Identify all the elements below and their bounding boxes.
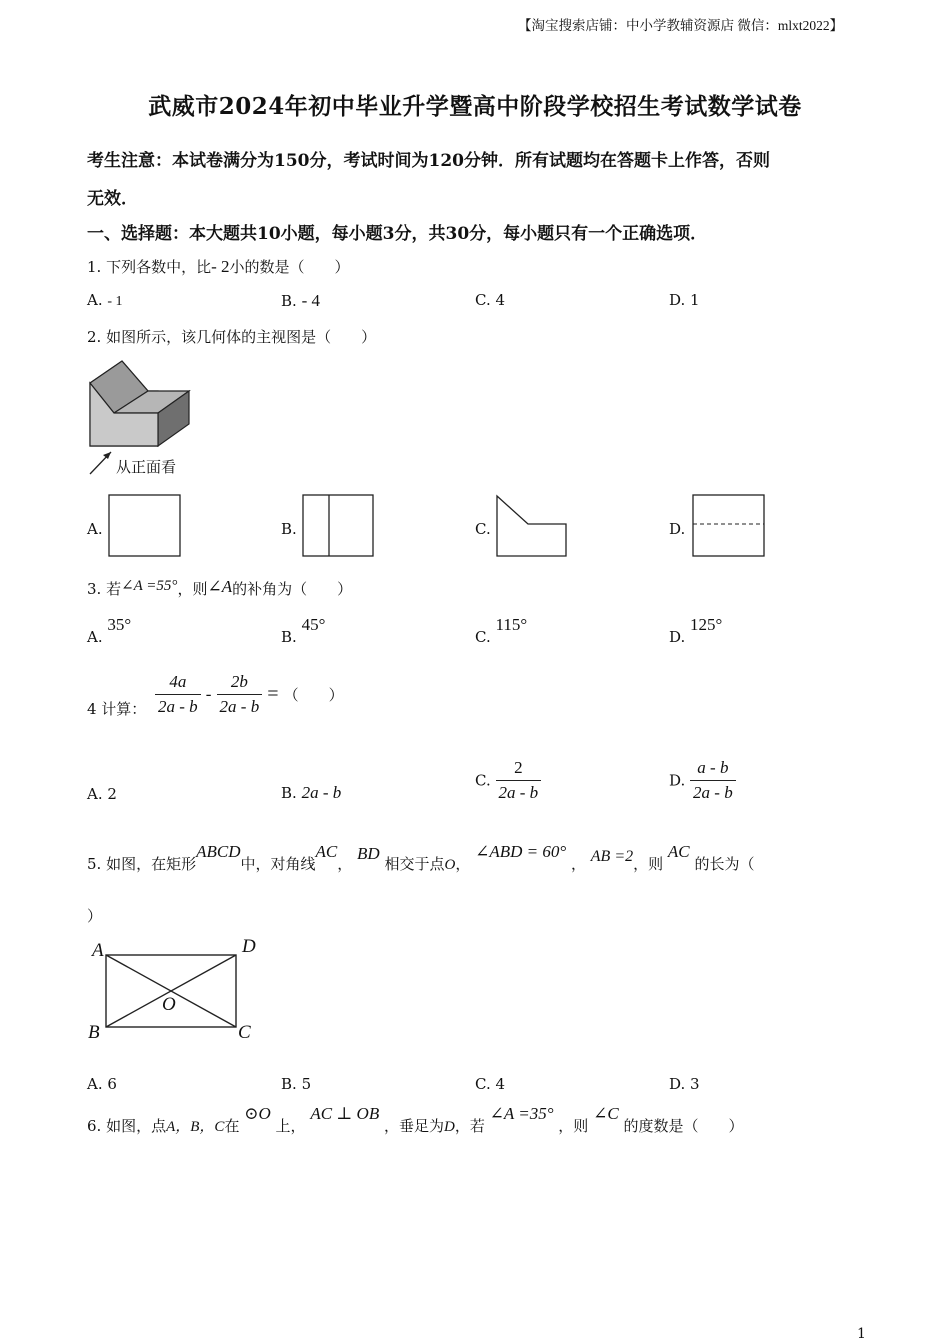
notice-line-2: 无效． (87, 189, 138, 209)
vertex-d-label: D (242, 936, 256, 957)
center-o-label: O (162, 994, 176, 1015)
q2-option-b-label: B. (281, 520, 297, 538)
q1-option-a: A. - 1 (87, 291, 123, 309)
q2-option-d-label: D. (669, 520, 686, 538)
q1-option-d: D. 1 (669, 291, 700, 309)
view-direction-label: 从正面看 (116, 458, 177, 476)
q2-option-d-figure (692, 494, 766, 558)
q5-option-b: B. 5 (281, 1075, 312, 1093)
vertex-b-label: B (88, 1022, 100, 1043)
q2-option-b-figure (302, 494, 376, 558)
q2-option-c-label: C. (475, 520, 491, 538)
notice-line-1: 考生注意：本试卷满分为150分，考试时间为120分钟．所有试题均在答题卡上作答，否则 (87, 151, 770, 171)
q3-option-d: D. 125° (669, 615, 723, 646)
question-2-stem: 2. 如图所示，该几何体的主视图是（ ） (87, 328, 377, 346)
q5-option-c: C. 4 (475, 1075, 506, 1093)
question-6-stem: 6. 如图，点A，B，C在 ⊙O 上， AC ⊥ OB ，垂足为D，若 ∠A =35° ，则 ∠C 的度数是（ ） (87, 1104, 744, 1135)
page-header: 【淘宝搜索店铺：中小学教辅资源店 微信：mlxt2022】 (518, 18, 844, 33)
question-4-stem-label: 4 计算： (87, 700, 147, 718)
q4-option-a: A. 2 (87, 785, 117, 803)
question-3-stem: 3. 若∠A =55°，则∠A的补角为（ ） (87, 577, 353, 598)
question-4-expression: $\frac{4a}{2a - b}$ - $\frac{2b}{2a - b}$ = （ ） (155, 672, 344, 717)
q3-option-c: C. 115° (475, 615, 528, 646)
q1-option-c: C. 4 (475, 291, 506, 309)
q5-option-d: D. 3 (669, 1075, 700, 1093)
q3-option-a: A. 35° (87, 615, 132, 646)
question-5-close: ） (87, 907, 103, 925)
section-heading: 一、选择题：本大题共10小题，每小题3分，共30分，每小题只有一个正确选项． (87, 224, 708, 244)
q4-option-d: D. $\frac{a - b}{2a - b}$ (669, 758, 736, 803)
q4-option-b: B. 2a - b (281, 783, 342, 802)
q1-option-b: B. - 4 (281, 291, 320, 310)
vertex-a-label: A (92, 940, 104, 961)
q4-option-c: C. $\frac{2}{2a - b}$ (475, 758, 541, 803)
q2-option-c-figure (496, 494, 570, 558)
question-1-stem: 1. 下列各数中，比- 2小的数是（ ） (87, 257, 350, 276)
q5-option-a: A. 6 (87, 1075, 117, 1093)
exam-title: 武威市2024年初中毕业升学暨高中阶段学校招生考试数学试卷 (148, 93, 802, 120)
page-number: 1 (857, 1326, 866, 1342)
q2-option-a-figure (108, 494, 182, 558)
q3-option-b: B. 45° (281, 615, 326, 646)
q2-option-a-label: A. (87, 520, 103, 538)
question-5-stem: 5. 如图，在矩形ABCD中，对角线AC， BD 相交于点O， ∠ABD = 60° ， AB =2，则 AC 的长为（ (87, 842, 755, 873)
vertex-c-label: C (238, 1022, 251, 1043)
